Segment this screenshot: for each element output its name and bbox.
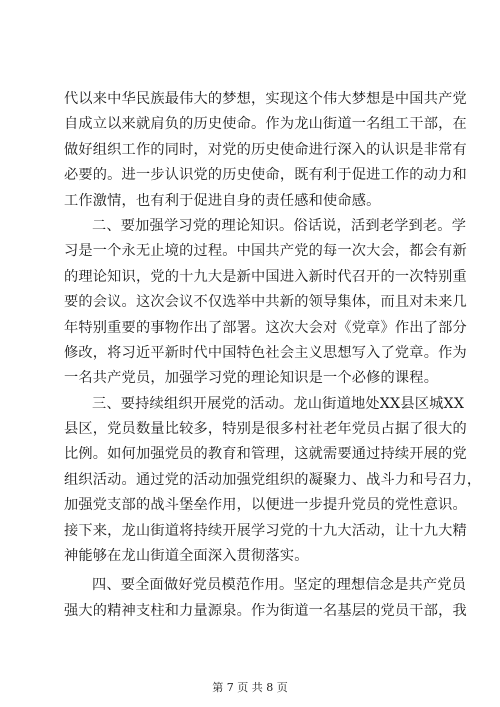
text-line: 县区，党员数量比较多，特别是很多村社老年党员占据了很大的 (64, 421, 467, 438)
text-line: 年特别重要的事物作出了部署。这次大会对《党章》作出了部分 (64, 319, 467, 336)
text-line: 做好组织工作的同时，对党的历史使命进行深入的认识是非常有 (64, 141, 467, 158)
text-line: 神能够在龙山街道全面深入贯彻落实。 (64, 548, 309, 565)
text-line: 的理论知识，党的十九大是新中国进入新时代召开的一次特别重 (64, 268, 467, 285)
text-line: 加强党支部的战斗堡垒作用，以便进一步提升党员的党性意识。 (64, 497, 467, 514)
text-line: 接下来，龙山街道将持续开展学习党的十九大活动，让十九大精 (64, 522, 467, 539)
paragraph (64, 214, 467, 392)
text-line: 习是一个永无止境的过程。中国共产党的每一次大会，都会有新 (64, 243, 467, 260)
text-line: 三、要持续组织开展党的活动。龙山街道地处XX县区城XX (92, 395, 465, 412)
text-line: 必要的。进一步认识党的历史使命，既有利于促进工作的动力和 (64, 167, 467, 184)
text-line: 修改，将习近平新时代中国特色社会主义思想写入了党章。作为 (64, 344, 467, 361)
text-line: 二、要加强学习党的理论知识。俗话说，活到老学到老。学 (92, 217, 467, 234)
paragraph (64, 87, 467, 214)
text-line: 组织活动。通过党的活动加强党组织的凝聚力、战斗力和号召力， (64, 471, 482, 488)
text-line: 强大的精神支柱和力量源泉。作为街道一名基层的党员干部，我 (64, 602, 467, 619)
text-line: 工作激情，也有利于促进自身的责任感和使命感。 (64, 192, 381, 209)
page-footer: 第 7 页 共 8 页 (212, 681, 288, 694)
text-line: 要的会议。这次会议不仅选举中共新的领导集体，而且对未来几 (64, 294, 467, 311)
text-line: 一名共产党员，加强学习党的理论知识是一个必修的课程。 (64, 370, 439, 387)
document-body (64, 87, 482, 624)
paragraph (64, 392, 482, 570)
text-line: 自成立以来就肩负的历史使命。作为龙山街道一名组工干部，在 (64, 116, 467, 133)
text-line: 代以来中华民族最伟大的梦想，实现这个伟大梦想是中国共产党 (64, 91, 467, 107)
paragraph (64, 573, 467, 624)
text-line: 比例。如何加强党员的教育和管理，这就需要通过持续开展的党 (64, 446, 467, 463)
text-line: 四、要全面做好党员模范作用。坚定的理想信念是共产党员 (92, 577, 467, 594)
